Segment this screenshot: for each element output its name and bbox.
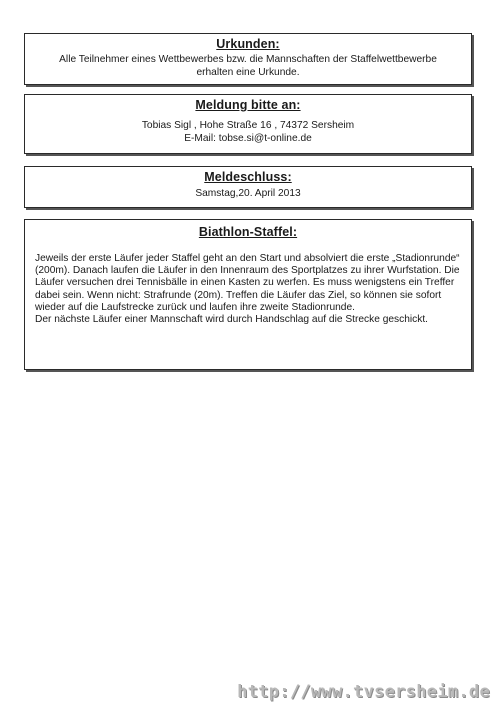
biathlon-paragraph: Jeweils der erste Läufer jeder Staffel geht an den Start und absolviert die erste „Stadionrunde“ (200m). Danach laufen die Läufer in den Innenraum des Sportplatzes zu ihrer Wurfstation. Die Läufer versuchen drei Tennisbälle in einen Kasten zu werfen. Es muss wenigstens ein Treffer dabei sein. Wenn nicht: Strafrunde (20m). Treffen die Läufer das Ziel, so können sie sofort wieder auf die Laufstrecke zurück und laufen ihre zweite Stadionrunde. [35, 253, 460, 313]
meldeschluss-title: Meldeschluss: [204, 170, 292, 184]
meldeschluss-section [24, 166, 472, 208]
biathlon-title: Biathlon-Staffel: [198, 225, 298, 239]
meldeschluss-date: Samstag,20. April 2013 [195, 188, 301, 199]
meldung-title: Meldung bitte an: [195, 98, 301, 112]
biathlon-paragraph: Der nächste Läufer einer Mannschaft wird durch Handschlag auf die Strecke geschickt. [35, 314, 428, 326]
biathlon-description [25, 253, 471, 326]
biathlon-section [24, 219, 472, 370]
meldung-section [24, 94, 472, 154]
urkunden-text-line-1: Alle Teilnehmer eines Wettbewerbes bzw. die Mannschaften der Staffelwettbewerbe [59, 54, 437, 65]
urkunden-section [24, 33, 472, 85]
meldung-address: Tobias Sigl , Hohe Straße 16 , 74372 Sersheim [141, 120, 355, 131]
meldung-email: E-Mail: tobse.si@t-online.de [184, 132, 312, 144]
urkunden-title: Urkunden: [216, 37, 280, 51]
urkunden-text-line-2: erhalten eine Urkunde. [196, 66, 300, 78]
website-url: http://www.tvsersheim.de [237, 682, 490, 702]
